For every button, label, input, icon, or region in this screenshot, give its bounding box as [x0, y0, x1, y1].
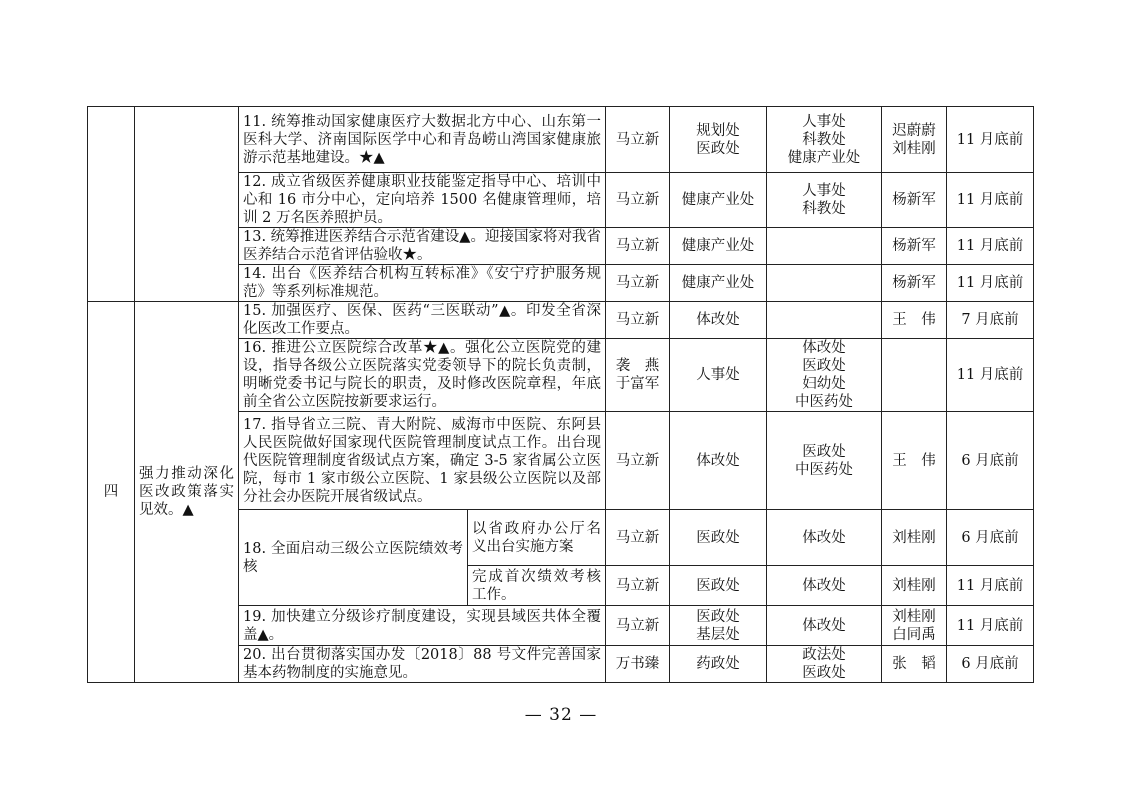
- cell-line: 人事处: [696, 367, 740, 383]
- coop-dept-cell: [767, 606, 882, 646]
- deadline-cell: 7 月底前: [947, 302, 1034, 339]
- contact-cell: [882, 173, 947, 228]
- cell-line: 人事处: [802, 113, 846, 130]
- deadline-cell: 6 月底前: [947, 510, 1034, 566]
- lead-dept-cell: [670, 339, 767, 412]
- cell-line: 政法处: [802, 647, 846, 663]
- contact-cell: [882, 412, 947, 510]
- table-row: [88, 302, 1034, 339]
- cell-line: 体改处: [696, 312, 740, 328]
- deadline-cell: 11 月底前: [947, 107, 1034, 173]
- lead-dept-cell: [670, 302, 767, 339]
- coop-dept-cell: [767, 646, 882, 683]
- lead-dept-cell: [670, 606, 767, 646]
- task-cell: 13. 统筹推进医养结合示范省建设▲。迎接国家将对我省医养结合示范省评估验收★。: [239, 228, 606, 265]
- cell-line: 马立新: [615, 131, 660, 148]
- coop-dept-cell: [767, 302, 882, 339]
- cell-line: 迟蔚蔚: [892, 122, 936, 139]
- cell-line: 健康产业处: [681, 192, 755, 208]
- cell-line: 白同禹: [892, 626, 936, 643]
- leader-cell: [606, 228, 670, 265]
- leader-cell: [606, 339, 670, 412]
- leader-cell: [606, 265, 670, 302]
- cell-line: 妇幼处: [802, 376, 846, 392]
- measure-cell: 完成首次绩效考核工作。: [468, 566, 606, 606]
- cell-line: 医政处: [696, 577, 740, 594]
- task-cell: 18. 全面启动三级公立医院绩效考核: [239, 510, 468, 606]
- cell-line: 科教处: [802, 131, 846, 148]
- cell-line: 马立新: [615, 192, 660, 208]
- cell-line: 健康产业处: [787, 149, 861, 166]
- number-cell: [88, 107, 135, 302]
- cell-line: 医政处: [696, 529, 740, 546]
- cell-line: 体改处: [696, 452, 740, 469]
- task-table: [87, 106, 1034, 683]
- coop-dept-cell: [767, 228, 882, 265]
- cell-line: 科教处: [802, 201, 846, 217]
- deadline-cell: 11 月底前: [947, 606, 1034, 646]
- lead-dept-cell: [670, 107, 767, 173]
- cell-line: 张 韬: [892, 656, 936, 672]
- leader-cell: [606, 302, 670, 339]
- coop-dept-cell: [767, 566, 882, 606]
- leader-cell: [606, 606, 670, 646]
- cell-line: 医政处: [802, 358, 846, 374]
- cell-line: 马立新: [615, 452, 660, 469]
- lead-dept-cell: [670, 228, 767, 265]
- coop-dept-cell: [767, 107, 882, 173]
- deadline-cell: 6 月底前: [947, 412, 1034, 510]
- contact-cell: [882, 302, 947, 339]
- deadline-cell: 11 月底前: [947, 265, 1034, 302]
- cell-line: 规划处: [696, 122, 740, 139]
- deadline-cell: 6 月底前: [947, 646, 1034, 683]
- cell-line: 杨新军: [892, 192, 936, 208]
- table-row: [88, 107, 1034, 173]
- cell-line: 刘桂刚: [892, 529, 936, 546]
- cell-line: 健康产业处: [681, 238, 755, 254]
- cell-line: 马立新: [615, 312, 660, 328]
- cell-line: 医政处: [696, 140, 740, 157]
- measure-cell: 以省政府办公厅名义出台实施方案: [468, 510, 606, 566]
- section-number-cell: 四: [88, 302, 135, 683]
- lead-dept-cell: [670, 510, 767, 566]
- cell-line: 中医药处: [795, 394, 854, 410]
- contact-cell: [882, 265, 947, 302]
- contact-cell: [882, 510, 947, 566]
- contact-cell: [882, 339, 947, 412]
- cell-line: 基层处: [696, 626, 740, 643]
- contact-cell: [882, 646, 947, 683]
- cell-line: 医政处: [802, 443, 846, 460]
- cell-line: 马立新: [615, 275, 660, 291]
- deadline-cell: 11 月底前: [947, 228, 1034, 265]
- cell-line: 王 伟: [892, 312, 936, 328]
- lead-dept-cell: [670, 646, 767, 683]
- coop-dept-cell: [767, 412, 882, 510]
- cell-line: 杨新军: [892, 238, 936, 254]
- task-cell: 14. 出台《医养结合机构互转标准》《安宁疗护服务规范》等系列标准规范。: [239, 265, 606, 302]
- cell-line: 体改处: [802, 617, 846, 634]
- cell-line: 马立新: [615, 577, 660, 594]
- contact-cell: [882, 566, 947, 606]
- cell-line: 于富军: [615, 376, 660, 392]
- coop-dept-cell: [767, 265, 882, 302]
- cell-line: 杨新军: [892, 275, 936, 291]
- coop-dept-cell: [767, 173, 882, 228]
- coop-dept-cell: [767, 339, 882, 412]
- deadline-cell: 11 月底前: [947, 566, 1034, 606]
- page-number: — 32 —: [524, 705, 598, 725]
- cell-line: 医政处: [696, 608, 740, 625]
- cell-line: 健康产业处: [681, 275, 755, 291]
- section-category-cell: 强力推动深化医改政策落实见效。▲: [135, 302, 239, 683]
- cell-line: 中医药处: [795, 461, 854, 478]
- contact-cell: [882, 228, 947, 265]
- leader-cell: [606, 646, 670, 683]
- cell-line: 万书臻: [615, 656, 660, 672]
- leader-cell: [606, 566, 670, 606]
- cell-line: 马立新: [615, 529, 660, 546]
- cell-line: 王 伟: [892, 452, 936, 469]
- task-cell: 11. 统筹推动国家健康医疗大数据北方中心、山东第一医科大学、济南国际医学中心和青岛崂山湾国家健康旅游示范基地建设。★▲: [239, 107, 606, 173]
- cell-line: 刘桂刚: [892, 140, 936, 157]
- leader-cell: [606, 510, 670, 566]
- leader-cell: [606, 412, 670, 510]
- cell-line: 袭 燕: [615, 358, 660, 374]
- cell-line: 刘桂刚: [892, 608, 936, 625]
- cell-line: 人事处: [802, 183, 846, 199]
- cell-line: 体改处: [802, 577, 846, 594]
- deadline-cell: 11 月底前: [947, 339, 1034, 412]
- deadline-cell: 11 月底前: [947, 173, 1034, 228]
- category-cell: [135, 107, 239, 302]
- coop-dept-cell: [767, 510, 882, 566]
- contact-cell: [882, 606, 947, 646]
- lead-dept-cell: [670, 412, 767, 510]
- cell-line: 医政处: [802, 665, 846, 681]
- task-cell: 20. 出台贯彻落实国办发〔2018〕88 号文件完善国家基本药物制度的实施意见。: [239, 646, 606, 683]
- lead-dept-cell: [670, 173, 767, 228]
- task-cell: 15. 加强医疗、医保、医药“三医联动”▲。印发全省深化医改工作要点。: [239, 302, 606, 339]
- task-cell: 16. 推进公立医院综合改革★▲。强化公立医院党的建设，指导各级公立医院落实党委领导下的院长负责制，明晰党委书记与院长的职责，及时修改医院章程，年底前全省公立医院按新要求运行。: [239, 339, 606, 412]
- cell-line: 药政处: [696, 656, 740, 672]
- leader-cell: [606, 173, 670, 228]
- lead-dept-cell: [670, 566, 767, 606]
- cell-line: 马立新: [615, 238, 660, 254]
- task-cell: 12. 成立省级医养健康职业技能鉴定指导中心、培训中心和 16 市分中心，定向培养 1500 名健康管理师，培训 2 万名医养照护员。: [239, 173, 606, 228]
- task-cell: 17. 指导省立三院、青大附院、威海市中医院、东阿县人民医院做好国家现代医院管理制度试点工作。出台现代医院管理制度省级试点方案，确定 3-5 家省属公立医院，每市 1 家市级公立医院、1 家县级公立医院以及部分社会办医院开展省级试点。: [239, 412, 606, 510]
- cell-line: 体改处: [802, 529, 846, 546]
- cell-line: 马立新: [615, 617, 660, 634]
- task-cell: 19. 加快建立分级诊疗制度建设，实现县域医共体全覆盖▲。: [239, 606, 606, 646]
- contact-cell: [882, 107, 947, 173]
- lead-dept-cell: [670, 265, 767, 302]
- leader-cell: [606, 107, 670, 173]
- cell-line: 体改处: [802, 340, 846, 356]
- cell-line: 刘桂刚: [892, 577, 936, 594]
